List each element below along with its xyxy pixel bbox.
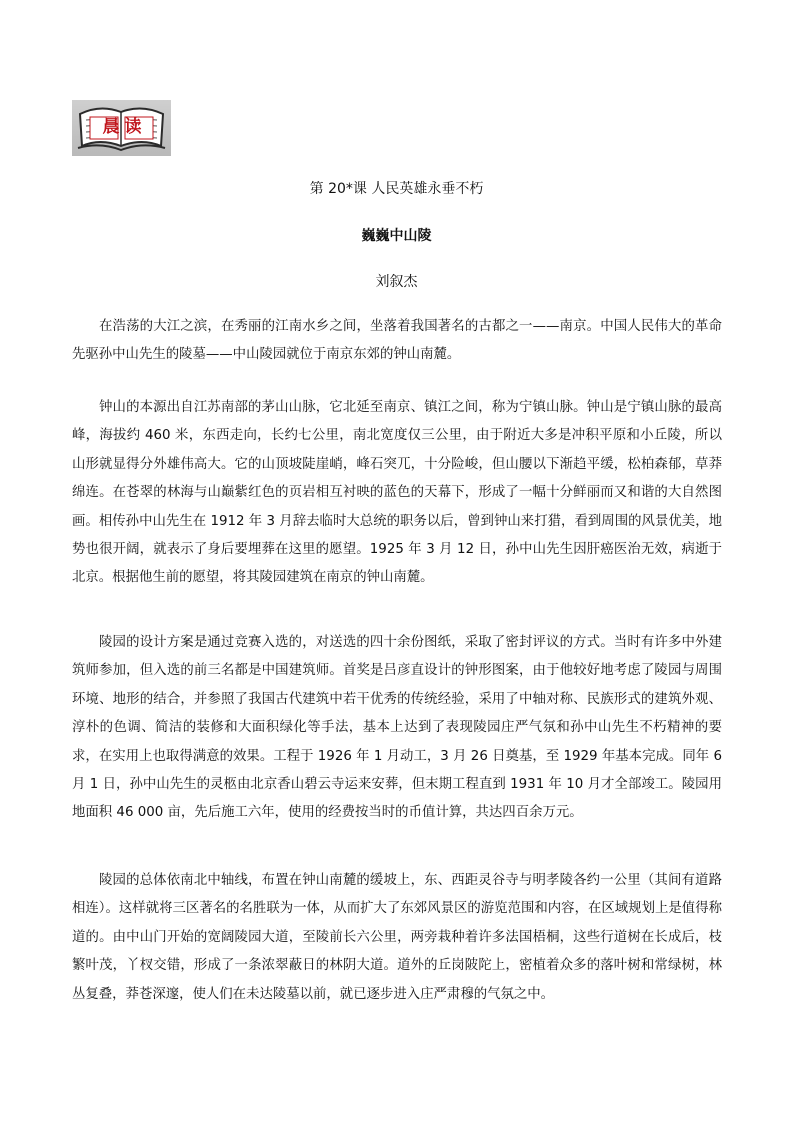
logo-char-chen: 晨 bbox=[102, 117, 120, 137]
paragraph-1: 在浩荡的大江之滨，在秀丽的江南水乡之间，坐落着我国著名的古都之一——南京。中国人民伟大的革命先驱孙中山先生的陵墓——中山陵园就位于南京东郊的钟山南麓。 bbox=[72, 319, 722, 363]
article-title: 巍巍中山陵 bbox=[361, 228, 432, 244]
chendu-logo bbox=[72, 100, 171, 156]
paragraph-3: 陵园的设计方案是通过竞赛入选的，对送选的四十余份图纸，采取了密封评议的方式。当时有许多中外建筑师参加，但入选的前三名都是中国建筑师。首奖是吕彦直设计的钟形图案，由于他较好地考虑了陵园与周围环境、地形的结合，并参照了我国古代建筑中若干优秀的传统经验，采用了中轴对称、民族形式的建筑外观、淳朴的色调、简洁的装修和大面积绿化等手法，基本上达到了表现陵园庄严气氛和孙中山先生不朽精神的要求，在实用上也取得满意的效果。工程于 1926 年 1 月动工，3 月 26 日奠基，至 1929 年基本完成。同年 6 月 1 日，孙中山先生的灵柩由北京香山碧云寺运来安葬，但末期工程直到 1931 年 10 月才全部竣工。陵园用地面积 46 000 亩，先后施工六年，使用的经费按当时的币值计算，共达四百余万元。 bbox=[72, 635, 722, 821]
paragraph-2: 钟山的本源出自江苏南部的茅山山脉，它北延至南京、镇江之间，称为宁镇山脉。钟山是宁镇山脉的最高峰，海拔约 460 米，东西走向，长约七公里，南北宽度仅三公里，由于附近大多是冲积平原和小丘陵，所以山形就显得分外雄伟高大。它的山顶坡陡崖峭，峰石突兀，十分险峻，但山腰以下渐趋平缓，松柏森郁，草莽绵连。在苍翠的林海与山巅紫红色的页岩相互衬映的蓝色的天幕下，形成了一幅十分鲜丽而又和谐的大自然图画。相传孙中山先生在 1912 年 3 月辞去临时大总统的职务以后，曾到钟山来打猎，看到周围的风景优美，地势也很开阔，就表示了身后要埋葬在这里的愿望。1925 年 3 月 12 日，孙中山先生因肝癌医治无效，病逝于北京。根据他生前的愿望，将其陵园建筑在南京的钟山南麓。 bbox=[72, 400, 722, 586]
logo-text bbox=[89, 115, 155, 139]
lesson-title: 第 20*课 人民英雄永垂不朽 bbox=[309, 181, 484, 197]
author-name: 刘叙杰 bbox=[375, 274, 418, 290]
paragraph-4: 陵园的总体依南北中轴线，布置在钟山南麓的缓坡上，东、西距灵谷寺与明孝陵各约一公里（其间有道路相连）。这样就将三区著名的名胜联为一体，从而扩大了东郊风景区的游览范围和内容，在区域规划上是值得称道的。由中山门开始的宽阔陵园大道，至陵前长六公里，两旁栽种着许多法国梧桐，这些行道树在长成后，枝繁叶茂，丫杈交错，形成了一条浓翠蔽日的林阴大道。道外的丘岗陂陀上，密植着众多的落叶树和常绿树，林丛复叠，莽苍深邃，使人们在未达陵墓以前，就已逐步进入庄严肃穆的气氛之中。 bbox=[72, 873, 722, 1002]
logo-char-du: 读 bbox=[124, 117, 142, 137]
